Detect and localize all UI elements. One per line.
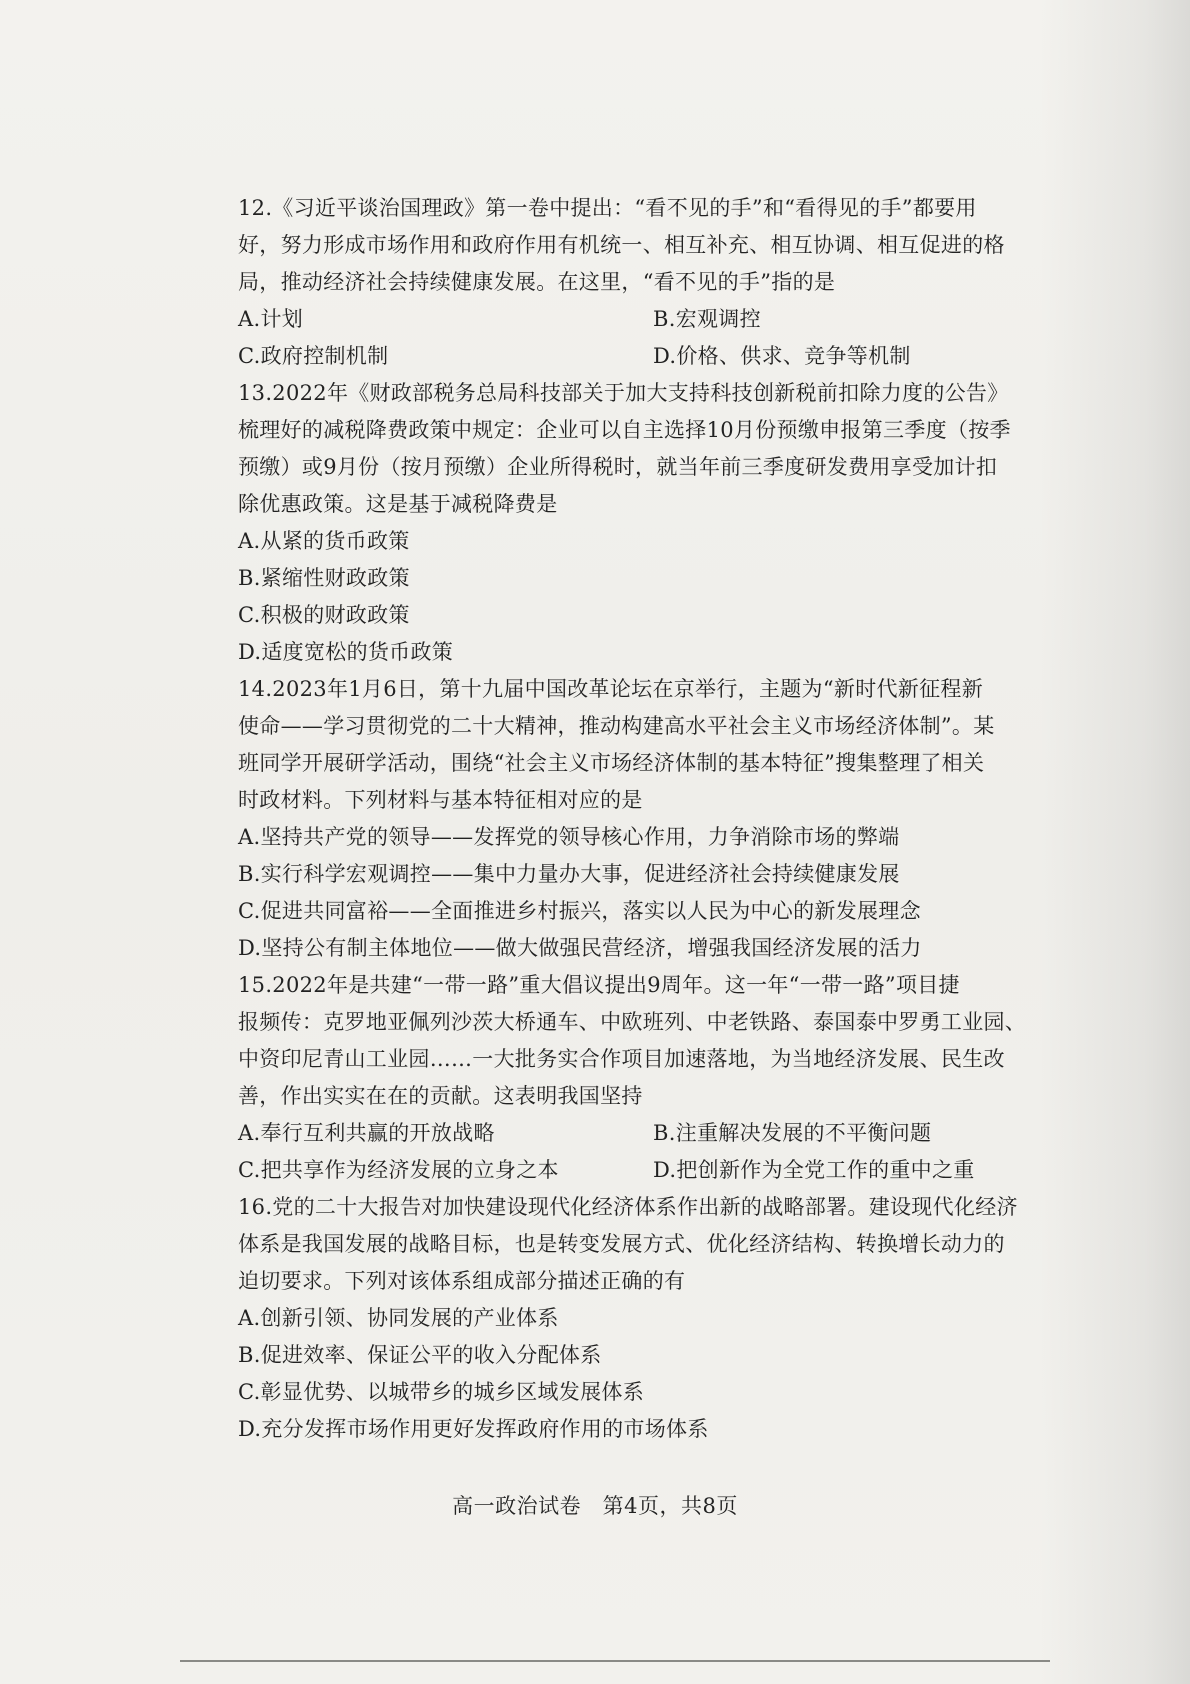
question-stem-line: 14.2023年1月6日，第十九届中国改革论坛在京举行，主题为“新时代新征程新 [238,677,983,701]
option-c: C.政府控制机制 [238,344,389,368]
question-stem-line: 中资印尼青山工业园……一大批务实合作项目加速落地，为当地经济发展、民生改 [238,1047,1005,1071]
question-stem-line: 班同学开展研学活动，围绕“社会主义市场经济体制的基本特征”搜集整理了相关 [238,751,985,775]
option-a: A.创新引领、协同发展的产业体系 [238,1306,559,1330]
question-stem-line: 12.《习近平谈治国理政》第一卷中提出：“看不见的手”和“看得见的手”都要用 [238,196,977,220]
option-d: D.把创新作为全党工作的重中之重 [653,1158,975,1182]
question-stem-line: 报频传：克罗地亚佩列沙茨大桥通车、中欧班列、中老铁路、泰国泰中罗勇工业园、 [238,1010,1027,1034]
option-b: B.实行科学宏观调控——集中力量办大事，促进经济社会持续健康发展 [238,862,900,886]
option-b: B.紧缩性财政政策 [238,566,410,590]
page-footer: 高一政治试卷 第4页，共8页 [452,1494,738,1518]
option-d: D.充分发挥市场作用更好发挥政府作用的市场体系 [238,1417,709,1441]
question-stem-line: 迫切要求。下列对该体系组成部分描述正确的有 [238,1269,686,1293]
question-stem-line: 16.党的二十大报告对加快建设现代化经济体系作出新的战略部署。建设现代化经济 [238,1195,1018,1219]
question-stem-line: 预缴）或9月份（按月预缴）企业所得税时，就当年前三季度研发费用享受加计扣 [238,455,998,479]
option-d: D.适度宽松的货币政策 [238,640,454,664]
option-b: B.注重解决发展的不平衡问题 [653,1121,932,1145]
option-c: C.彰显优势、以城带乡的城乡区域发展体系 [238,1380,644,1404]
question-15 [238,967,1068,1189]
question-14 [238,671,1068,967]
option-b: B.宏观调控 [653,307,761,331]
question-stem-line: 好，努力形成市场作用和政府作用有机统一、相互补充、相互协调、相互促进的格 [238,233,1005,257]
question-list [238,190,1068,1448]
option-a: A.从紧的货币政策 [238,529,410,553]
question-stem-line: 善，作出实实在在的贡献。这表明我国坚持 [238,1084,643,1108]
question-12 [238,190,1068,375]
question-13 [238,375,1068,671]
option-a: A.奉行互利共赢的开放战略 [238,1121,495,1145]
option-b: B.促进效率、保证公平的收入分配体系 [238,1343,602,1367]
option-d: D.价格、供求、竞争等机制 [653,344,911,368]
question-stem-line: 使命——学习贯彻党的二十大精神，推动构建高水平社会主义市场经济体制”。某 [238,714,995,738]
question-stem-line: 15.2022年是共建“一带一路”重大倡议提出9周年。这一年“一带一路”项目捷 [238,973,960,997]
option-a: A.坚持共产党的领导——发挥党的领导核心作用，力争消除市场的弊端 [238,825,900,849]
question-stem-line: 梳理好的减税降费政策中规定：企业可以自主选择10月份预缴申报第三季度（按季 [238,418,1011,442]
bottom-rule [180,1660,1050,1662]
question-stem-line: 体系是我国发展的战略目标，也是转变发展方式、优化经济结构、转换增长动力的 [238,1232,1005,1256]
option-c: C.促进共同富裕——全面推进乡村振兴，落实以人民为中心的新发展理念 [238,899,921,923]
option-d: D.坚持公有制主体地位——做大做强民营经济，增强我国经济发展的活力 [238,936,922,960]
question-stem-line: 除优惠政策。这是基于减税降费是 [238,492,558,516]
question-stem-line: 13.2022年《财政部税务总局科技部关于加大支持科技创新税前扣除力度的公告》 [238,381,1009,405]
option-c: C.把共享作为经济发展的立身之本 [238,1158,559,1182]
option-c: C.积极的财政政策 [238,603,410,627]
question-stem-line: 局，推动经济社会持续健康发展。在这里，“看不见的手”指的是 [238,270,836,294]
question-16 [238,1189,1068,1448]
option-a: A.计划 [238,307,304,331]
question-stem-line: 时政材料。下列材料与基本特征相对应的是 [238,788,643,812]
